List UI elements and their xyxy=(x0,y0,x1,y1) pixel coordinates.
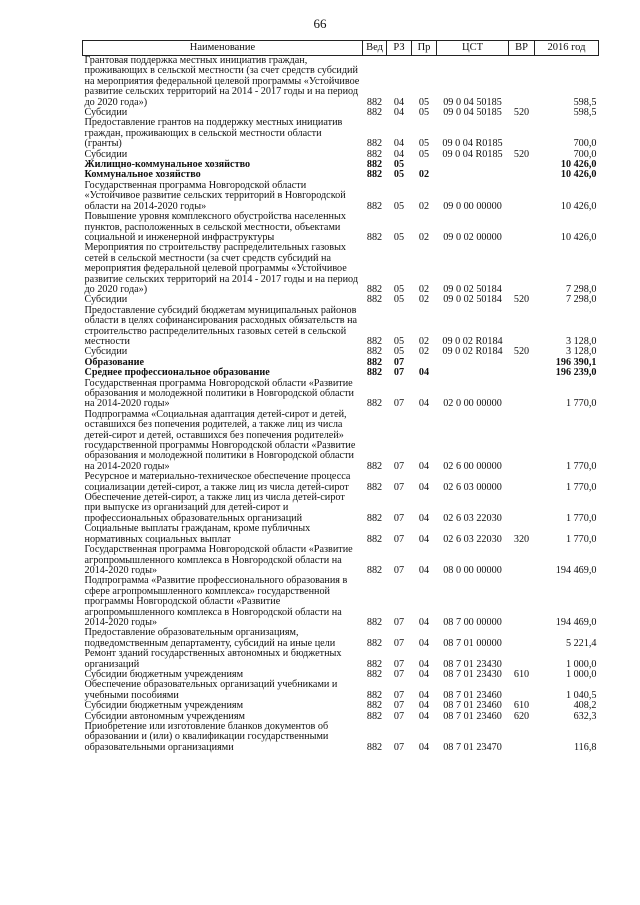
table-row xyxy=(83,472,599,493)
table-row xyxy=(83,410,599,472)
row-rz: 04 xyxy=(393,96,405,108)
row-amount: 194 469,0 xyxy=(555,616,597,628)
row-cst: 08 7 01 23460 xyxy=(443,700,502,712)
row-name: Обеспечение образовательных организаций учебниками и учебными пособиями xyxy=(84,679,338,701)
header-ved: Вед xyxy=(363,41,387,56)
row-rz: 07 xyxy=(393,481,405,493)
row-cst: 08 7 01 23460 xyxy=(443,710,502,722)
row-cst: 09 0 02 R0184 xyxy=(442,346,503,358)
table-header-row xyxy=(83,41,599,56)
row-pr: 04 xyxy=(418,398,430,410)
row-pr: 04 xyxy=(418,710,430,722)
table-row xyxy=(83,243,599,295)
row-vr: 520 xyxy=(513,107,530,119)
row-pr: 04 xyxy=(418,533,430,545)
row-pr: 02 xyxy=(418,200,430,212)
row-vr xyxy=(509,368,535,378)
header-cst: ЦСТ xyxy=(437,41,509,56)
row-cst: 08 7 01 23430 xyxy=(443,658,502,670)
row-vr xyxy=(509,358,535,368)
row-cst: 08 7 01 23460 xyxy=(443,689,502,701)
row-cst: 02 6 03 22030 xyxy=(443,533,502,545)
row-rz: 05 xyxy=(393,231,405,243)
row-vr xyxy=(509,722,535,753)
row-ved: 882 xyxy=(366,616,383,628)
row-amount: 1 000,0 xyxy=(565,658,597,670)
row-rz: 04 xyxy=(393,138,405,150)
row-vr xyxy=(509,628,535,649)
row-amount: 1 770,0 xyxy=(565,512,597,524)
table-row xyxy=(83,722,599,753)
row-name: Мероприятия по строительству распределительных газовых сетей в сельской местности (за счет средств субсидий на мероприятия федеральной целевой программы «Устойчивое развитие сельских территорий на 2014 - 2017 годы и на период до 2020 года») xyxy=(84,242,359,295)
row-pr: 02 xyxy=(418,294,430,306)
row-rz: 05 xyxy=(393,335,405,347)
row-rz: 07 xyxy=(393,668,405,680)
row-amount: 1 040,5 xyxy=(565,689,597,701)
row-vr xyxy=(509,680,535,701)
row-vr xyxy=(509,212,535,243)
row-vr xyxy=(509,576,535,628)
row-name: Государственная программа Новгородской области «Устойчивое развитие сельских территорий в Новгородской области на 2014-2020 годы» xyxy=(84,179,346,212)
row-pr: 04 xyxy=(418,460,430,472)
row-rz: 07 xyxy=(393,710,405,722)
row-ved: 882 xyxy=(366,159,383,171)
row-vr: 610 xyxy=(513,668,530,680)
row-vr xyxy=(509,545,535,576)
row-pr: 02 xyxy=(418,346,430,358)
row-ved: 882 xyxy=(366,398,383,410)
row-ved: 882 xyxy=(366,658,383,670)
row-amount: 10 426,0 xyxy=(560,159,597,171)
row-amount: 1 770,0 xyxy=(565,460,597,472)
row-cst: 02 6 03 22030 xyxy=(443,512,502,524)
row-amount: 7 298,0 xyxy=(565,294,597,306)
row-ved: 882 xyxy=(366,231,383,243)
table-row xyxy=(83,524,599,545)
row-rz: 07 xyxy=(393,398,405,410)
row-rz: 05 xyxy=(393,346,405,358)
row-cst: 09 0 04 R0185 xyxy=(442,148,503,160)
row-name: Коммунальное хозяйство xyxy=(84,169,201,181)
row-vr xyxy=(509,410,535,472)
row-pr: 04 xyxy=(418,689,430,701)
row-pr: 02 xyxy=(418,169,430,181)
row-pr: 04 xyxy=(418,564,430,576)
row-cst: 02 0 00 00000 xyxy=(443,398,502,410)
row-name: Предоставление субсидий бюджетам муниципальных районов области в целях софинансирования расходных обязательств на строительство распределительных газовых сетей в сельской местности xyxy=(84,304,358,347)
row-amount: 408,2 xyxy=(573,700,597,712)
row-rz: 07 xyxy=(393,616,405,628)
row-rz: 04 xyxy=(393,148,405,160)
row-name: Повышение уровня комплексного обустройства населенных пунктов, расположенных в сельской местности, объектами социальной и инженерной инфраструктуры xyxy=(84,211,346,243)
row-rz: 07 xyxy=(393,564,405,576)
row-ved: 882 xyxy=(366,148,383,160)
row-name: Субсидии xyxy=(84,148,128,160)
row-name: Государственная программа Новгородской области «Развитие образования и молодежной политики в Новгородской области на 2014-2020 годы» xyxy=(84,377,354,410)
row-rz: 07 xyxy=(393,637,405,649)
row-amount: 1 770,0 xyxy=(565,398,597,410)
row-ved: 882 xyxy=(366,107,383,119)
row-ved: 882 xyxy=(366,356,383,368)
row-name: Субсидии бюджетным учреждениям xyxy=(84,700,244,712)
row-amount: 3 128,0 xyxy=(565,346,597,358)
table-row xyxy=(83,347,599,357)
row-vr xyxy=(509,56,535,109)
table-row xyxy=(83,181,599,212)
row-vr: 520 xyxy=(513,294,530,306)
row-pr: 05 xyxy=(418,107,430,119)
row-ved: 882 xyxy=(366,138,383,150)
row-ved: 882 xyxy=(366,710,383,722)
row-name: Субсидии автономным учреждениям xyxy=(84,710,245,722)
row-ved: 882 xyxy=(366,512,383,524)
row-pr: 02 xyxy=(418,335,430,347)
budget-table xyxy=(82,40,599,753)
row-amount: 196 390,1 xyxy=(555,356,597,368)
row-cst: 09 0 02 00000 xyxy=(443,231,502,243)
row-cst xyxy=(437,160,509,170)
row-amount: 10 426,0 xyxy=(560,169,597,181)
row-rz: 05 xyxy=(393,169,405,181)
row-ved: 882 xyxy=(366,335,383,347)
row-vr: 520 xyxy=(513,148,530,160)
row-ved: 882 xyxy=(366,169,383,181)
row-vr xyxy=(509,170,535,180)
table-row xyxy=(83,649,599,670)
row-vr: 620 xyxy=(513,710,530,722)
row-name: Субсидии xyxy=(84,294,128,306)
row-ved: 882 xyxy=(366,96,383,108)
table-row xyxy=(83,628,599,649)
row-rz: 07 xyxy=(393,367,405,379)
row-name: Предоставление грантов на поддержку местных инициатив граждан, проживающих в сельской местности области (гранты) xyxy=(84,117,343,150)
row-name: Обеспечение детей-сирот, а также лиц из числа детей-сирот при выпуске из организаций для детей-сирот и профессиональных образовательных организаций xyxy=(84,492,345,524)
row-pr: 04 xyxy=(418,668,430,680)
row-vr xyxy=(509,379,535,410)
row-cst xyxy=(437,170,509,180)
row-amount: 3 128,0 xyxy=(565,335,597,347)
row-rz: 05 xyxy=(393,200,405,212)
row-name: Субсидии xyxy=(84,107,128,119)
row-pr: 04 xyxy=(418,637,430,649)
table-row xyxy=(83,493,599,524)
row-cst: 09 0 04 50185 xyxy=(443,107,502,119)
row-pr: 04 xyxy=(418,367,430,379)
row-vr: 610 xyxy=(513,700,530,712)
row-rz: 07 xyxy=(393,741,405,753)
row-pr: 04 xyxy=(418,700,430,712)
row-name: Грантовая поддержка местных инициатив граждан, проживающих в сельской местности (за счет средств субсидий на мероприятия федеральной целевой программы «Устойчивое развитие сельских территорий на 2014 - 2017 годы и на период до 2020 года») xyxy=(84,55,360,108)
row-name: Приобретение или изготовление бланков документов об образовании и (или) о квалификации государственными образовательными организациями xyxy=(84,721,329,753)
row-name: Предоставление образовательным организациям, подведомственным департаменту, субсидий на иные цели xyxy=(84,627,336,649)
row-ved: 882 xyxy=(366,700,383,712)
row-vr xyxy=(509,243,535,295)
row-ved: 882 xyxy=(366,637,383,649)
row-pr: 04 xyxy=(418,741,430,753)
row-ved: 882 xyxy=(366,367,383,379)
table-row xyxy=(83,212,599,243)
table-row xyxy=(83,118,599,149)
row-pr: 04 xyxy=(418,512,430,524)
row-amount: 598,5 xyxy=(573,107,597,119)
row-cst xyxy=(437,358,509,368)
row-ved: 882 xyxy=(366,481,383,493)
row-rz: 07 xyxy=(393,700,405,712)
header-rz: РЗ xyxy=(387,41,412,56)
row-cst: 08 7 00 00000 xyxy=(443,616,502,628)
row-name: Субсидии бюджетным учреждениям xyxy=(84,668,244,680)
row-rz: 07 xyxy=(393,512,405,524)
row-ved: 882 xyxy=(366,564,383,576)
row-rz: 07 xyxy=(393,658,405,670)
row-amount: 700,0 xyxy=(573,138,597,150)
row-ved: 882 xyxy=(366,346,383,358)
header-pr: Пр xyxy=(412,41,437,56)
row-ved: 882 xyxy=(366,200,383,212)
row-name: Социальные выплаты гражданам, кроме публичных нормативных социальных выплат xyxy=(84,523,311,545)
row-name: Субсидии xyxy=(84,346,128,358)
row-cst: 02 6 03 00000 xyxy=(443,481,502,493)
row-vr xyxy=(509,181,535,212)
table-row xyxy=(83,576,599,628)
row-name: Подпрограмма «Социальная адаптация детей-сирот и детей, оставшихся без попечения родителей, а также лиц из числа детей-сирот и детей, оставшихся без попечения родителей» государственной программы Новгородской области «Развитие образования и молодежной политики в Новгородской области на 2014-2020 годы» xyxy=(84,408,356,472)
row-amount: 194 469,0 xyxy=(555,564,597,576)
row-cst: 09 0 02 50184 xyxy=(443,294,502,306)
row-ved: 882 xyxy=(366,741,383,753)
row-cst: 09 0 04 R0185 xyxy=(442,138,503,150)
row-ved: 882 xyxy=(366,460,383,472)
row-name: Образование xyxy=(84,356,145,368)
row-rz: 07 xyxy=(393,356,405,368)
row-pr: 05 xyxy=(418,138,430,150)
row-vr xyxy=(509,649,535,670)
row-amount: 632,3 xyxy=(573,710,597,722)
row-ved: 882 xyxy=(366,689,383,701)
row-pr: 05 xyxy=(418,148,430,160)
row-ved: 882 xyxy=(366,668,383,680)
row-cst: 09 0 02 R0184 xyxy=(442,335,503,347)
table-row xyxy=(83,545,599,576)
row-name: Ресурсное и материально-техническое обеспечение процесса социализации детей-сирот, а также лиц из числа детей-сирот xyxy=(84,471,351,493)
row-pr: 02 xyxy=(418,283,430,295)
row-vr xyxy=(509,306,535,348)
row-name: Среднее профессиональное образование xyxy=(84,367,270,379)
row-amount: 10 426,0 xyxy=(560,200,597,212)
row-name: Подпрограмма «Развитие профессионального образования в сфере агропромышленного комплекса» государственной программы Новгородской области «Развитие агропромышленного комплекса в Новгородской области на 2014-2020 годы» xyxy=(84,575,348,628)
row-cst: 08 7 01 23430 xyxy=(443,668,502,680)
row-cst: 09 0 04 50185 xyxy=(443,96,502,108)
row-pr: 02 xyxy=(418,231,430,243)
row-amount: 5 221,4 xyxy=(565,637,597,649)
row-ved: 882 xyxy=(366,294,383,306)
row-vr: 320 xyxy=(513,533,530,545)
table-row xyxy=(83,379,599,410)
header-amount: 2016 год xyxy=(535,41,599,56)
row-rz: 04 xyxy=(393,107,405,119)
table-body xyxy=(83,56,599,754)
row-vr xyxy=(509,472,535,493)
row-name: Ремонт зданий государственных автономных и бюджетных организаций xyxy=(84,648,342,670)
table-row xyxy=(83,680,599,701)
row-rz: 07 xyxy=(393,460,405,472)
row-cst: 02 6 00 00000 xyxy=(443,460,502,472)
row-rz: 05 xyxy=(393,159,405,171)
row-cst: 08 0 00 00000 xyxy=(443,564,502,576)
row-amount: 196 239,0 xyxy=(555,367,597,379)
row-amount: 116,8 xyxy=(573,741,597,753)
row-vr xyxy=(509,493,535,524)
page-number: 66 xyxy=(313,16,327,31)
row-pr: 04 xyxy=(418,481,430,493)
row-rz: 07 xyxy=(393,689,405,701)
row-name: Жилищно-коммунальное хозяйство xyxy=(84,159,251,171)
row-rz: 05 xyxy=(393,283,405,295)
row-pr: 04 xyxy=(418,616,430,628)
row-ved: 882 xyxy=(366,283,383,295)
row-amount: 700,0 xyxy=(573,148,597,160)
row-amount: 1 770,0 xyxy=(565,481,597,493)
row-rz: 07 xyxy=(393,533,405,545)
table-row xyxy=(83,306,599,348)
header-vr: ВР xyxy=(509,41,535,56)
row-vr xyxy=(509,118,535,149)
row-cst: 08 7 01 00000 xyxy=(443,637,502,649)
row-rz: 05 xyxy=(393,294,405,306)
row-pr: 05 xyxy=(418,96,430,108)
row-pr: 04 xyxy=(418,658,430,670)
row-amount: 598,5 xyxy=(573,96,597,108)
row-cst xyxy=(437,368,509,378)
row-name: Государственная программа Новгородской области «Развитие агропромышленного комплекса в Новгородской области на 2014-2020 годы» xyxy=(84,544,353,576)
row-amount: 1 770,0 xyxy=(565,533,597,545)
row-ved: 882 xyxy=(366,533,383,545)
row-vr xyxy=(509,160,535,170)
header-name: Наименование xyxy=(83,41,363,56)
row-amount: 1 000,0 xyxy=(565,668,597,680)
row-amount: 7 298,0 xyxy=(565,283,597,295)
table-row xyxy=(83,56,599,109)
row-vr: 520 xyxy=(513,346,530,358)
row-amount: 10 426,0 xyxy=(560,231,597,243)
row-cst: 08 7 01 23470 xyxy=(443,741,502,753)
row-cst: 09 0 02 50184 xyxy=(443,283,502,295)
row-cst: 09 0 00 00000 xyxy=(443,200,502,212)
